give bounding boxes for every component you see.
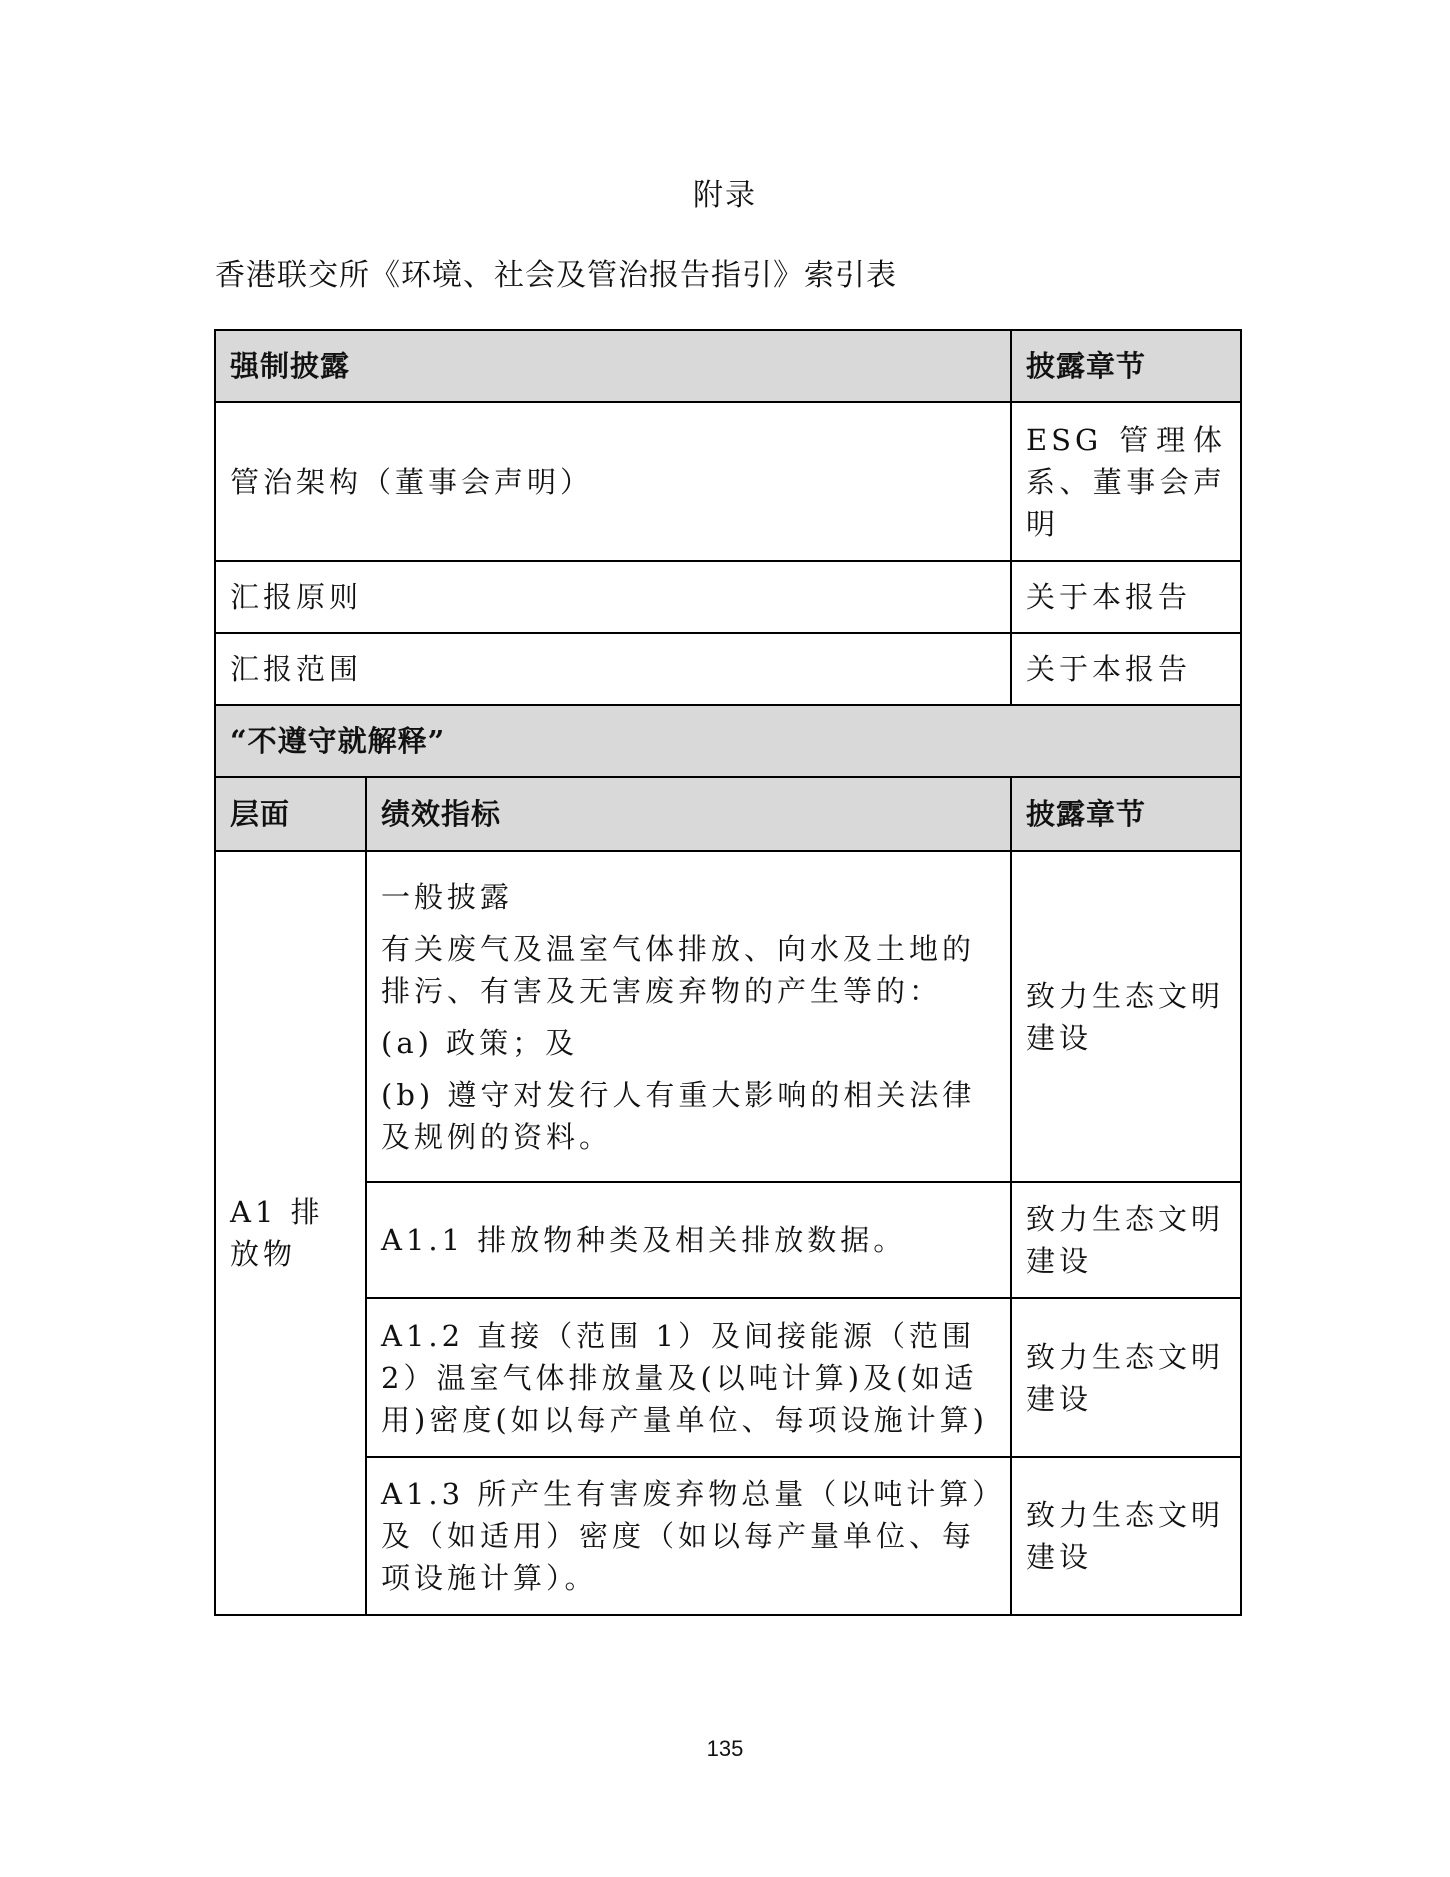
aspect-header: 层面: [215, 777, 366, 851]
kpi-line: (a) 政策；及: [381, 1025, 579, 1060]
kpi-header: 绩效指标: [366, 777, 1011, 851]
disclosure-section: ESG 管理体系、董事会声明: [1011, 402, 1241, 561]
kpi-a1-3: A1.3 所产生有害废弃物总量（以吨计算）及（如适用）密度（如以每产量单位、每项设施计算）。: [366, 1457, 1011, 1615]
page-number: 135: [706, 1736, 744, 1761]
kpi-line: (b) 遵守对发行人有重大影响的相关法律及规例的资料。: [381, 1077, 976, 1154]
mandatory-item: 管治架构（董事会声明）: [215, 402, 1011, 561]
disclosure-section: 关于本报告: [1011, 633, 1241, 705]
disclosure-section: 致力生态文明建设: [1011, 1457, 1241, 1615]
disclosure-section: 致力生态文明建设: [1011, 1298, 1241, 1457]
kpi-a1-1: A1.1 排放物种类及相关排放数据。: [366, 1182, 1011, 1298]
kpi-line: 一般披露: [381, 879, 514, 914]
aspect-a1-emissions: A1 排放物: [215, 851, 366, 1615]
kpi-a1-2: A1.2 直接（范围 1）及间接能源（范围 2）温室气体排放量及(以吨计算)及(如适用)密度(如以每产量单位、每项设施计算): [366, 1298, 1011, 1457]
disclosure-section: 致力生态文明建设: [1011, 851, 1241, 1182]
page-title: 附录: [693, 178, 757, 213]
mandatory-item: 汇报原则: [215, 561, 1011, 633]
disclosure-section: 致力生态文明建设: [1011, 1182, 1241, 1298]
kpi-line: 有关废气及温室气体排放、向水及土地的排污、有害及无害废弃物的产生等的：: [381, 931, 976, 1008]
mandatory-item: 汇报范围: [215, 633, 1011, 705]
esg-index-table: [214, 329, 1242, 1616]
mandatory-header: 强制披露: [215, 330, 1011, 402]
comply-or-explain-header: “不遵守就解释”: [215, 705, 1241, 777]
table-caption: 香港联交所《环境、社会及管治报告指引》索引表: [215, 258, 897, 293]
disclosure-section-header: 披露章节: [1011, 330, 1241, 402]
general-disclosure: [366, 851, 1011, 1182]
disclosure-section: 关于本报告: [1011, 561, 1241, 633]
disclosure-section-header: 披露章节: [1011, 777, 1241, 851]
